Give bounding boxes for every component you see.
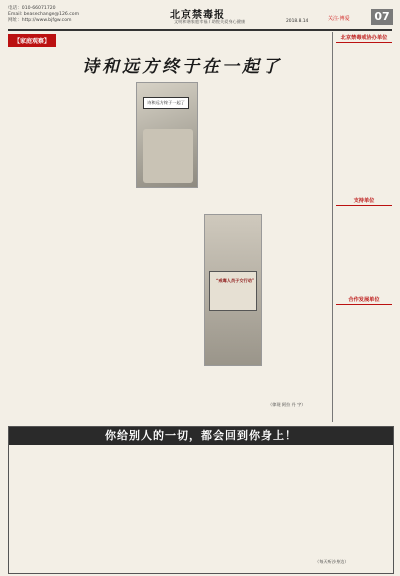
body-column-1 <box>8 82 68 420</box>
newspaper-tagline: 文明和谐家庭幸福 / 助悦关爱身心健康 <box>174 19 246 24</box>
sponsor-heading-2: 支持单位 <box>336 197 392 206</box>
article-headline: 诗和远方终于在一起了 <box>82 57 282 77</box>
section-label: 关注·博爱 <box>328 16 350 22</box>
article-byline: （律现 阿拉 丹 宇） <box>268 402 306 407</box>
feature-column-1 <box>13 451 73 569</box>
masthead-contact <box>8 6 79 24</box>
page-number: 07 <box>371 9 393 25</box>
masthead <box>8 6 392 28</box>
feature-title: 你给别人的一切，都会回到你身上！ <box>9 427 393 445</box>
feature-column-6 <box>329 451 389 569</box>
sponsor-list-1 <box>336 45 392 193</box>
column-divider <box>332 32 333 422</box>
masthead-web[interactable]: 网址：http://www.bjfgw.com <box>8 18 72 23</box>
article-photo-secondary <box>204 214 262 366</box>
masthead-tel: 电话：010-66071720 <box>8 6 56 11</box>
issue-date: 2018.8.14 <box>286 19 309 24</box>
body-column-5 <box>264 82 324 420</box>
feature-source: （每天听沙身边） <box>315 559 349 564</box>
sponsor-list-3 <box>336 307 392 417</box>
sidebar-sponsors <box>336 34 392 422</box>
sponsor-heading-3: 合作发展单位 <box>336 296 392 305</box>
masthead-email: Email: beasechange@126.com <box>8 12 80 17</box>
newspaper-name: 北京禁毒报 <box>170 10 225 21</box>
photo-sign-text: “戒毒人员子女行动” <box>216 278 255 283</box>
photo-sign <box>209 271 257 311</box>
photo-caption: 诗和远方终于一起了 <box>143 97 189 109</box>
photo-scene <box>143 129 193 183</box>
header-rule <box>8 29 392 31</box>
column-badge: 【家庭观察】 <box>8 34 56 47</box>
feature-column-2 <box>77 451 137 569</box>
sponsor-list-2 <box>336 208 392 292</box>
feature-column-4 <box>205 451 265 569</box>
bottom-feature <box>8 426 394 574</box>
sponsor-heading-1: 北京禁毒戒协办单位 <box>336 34 392 43</box>
feature-column-5 <box>269 451 329 569</box>
article-photo <box>136 82 198 188</box>
main-article <box>8 34 328 422</box>
feature-column-3 <box>141 451 201 569</box>
body-column-2 <box>72 82 132 420</box>
